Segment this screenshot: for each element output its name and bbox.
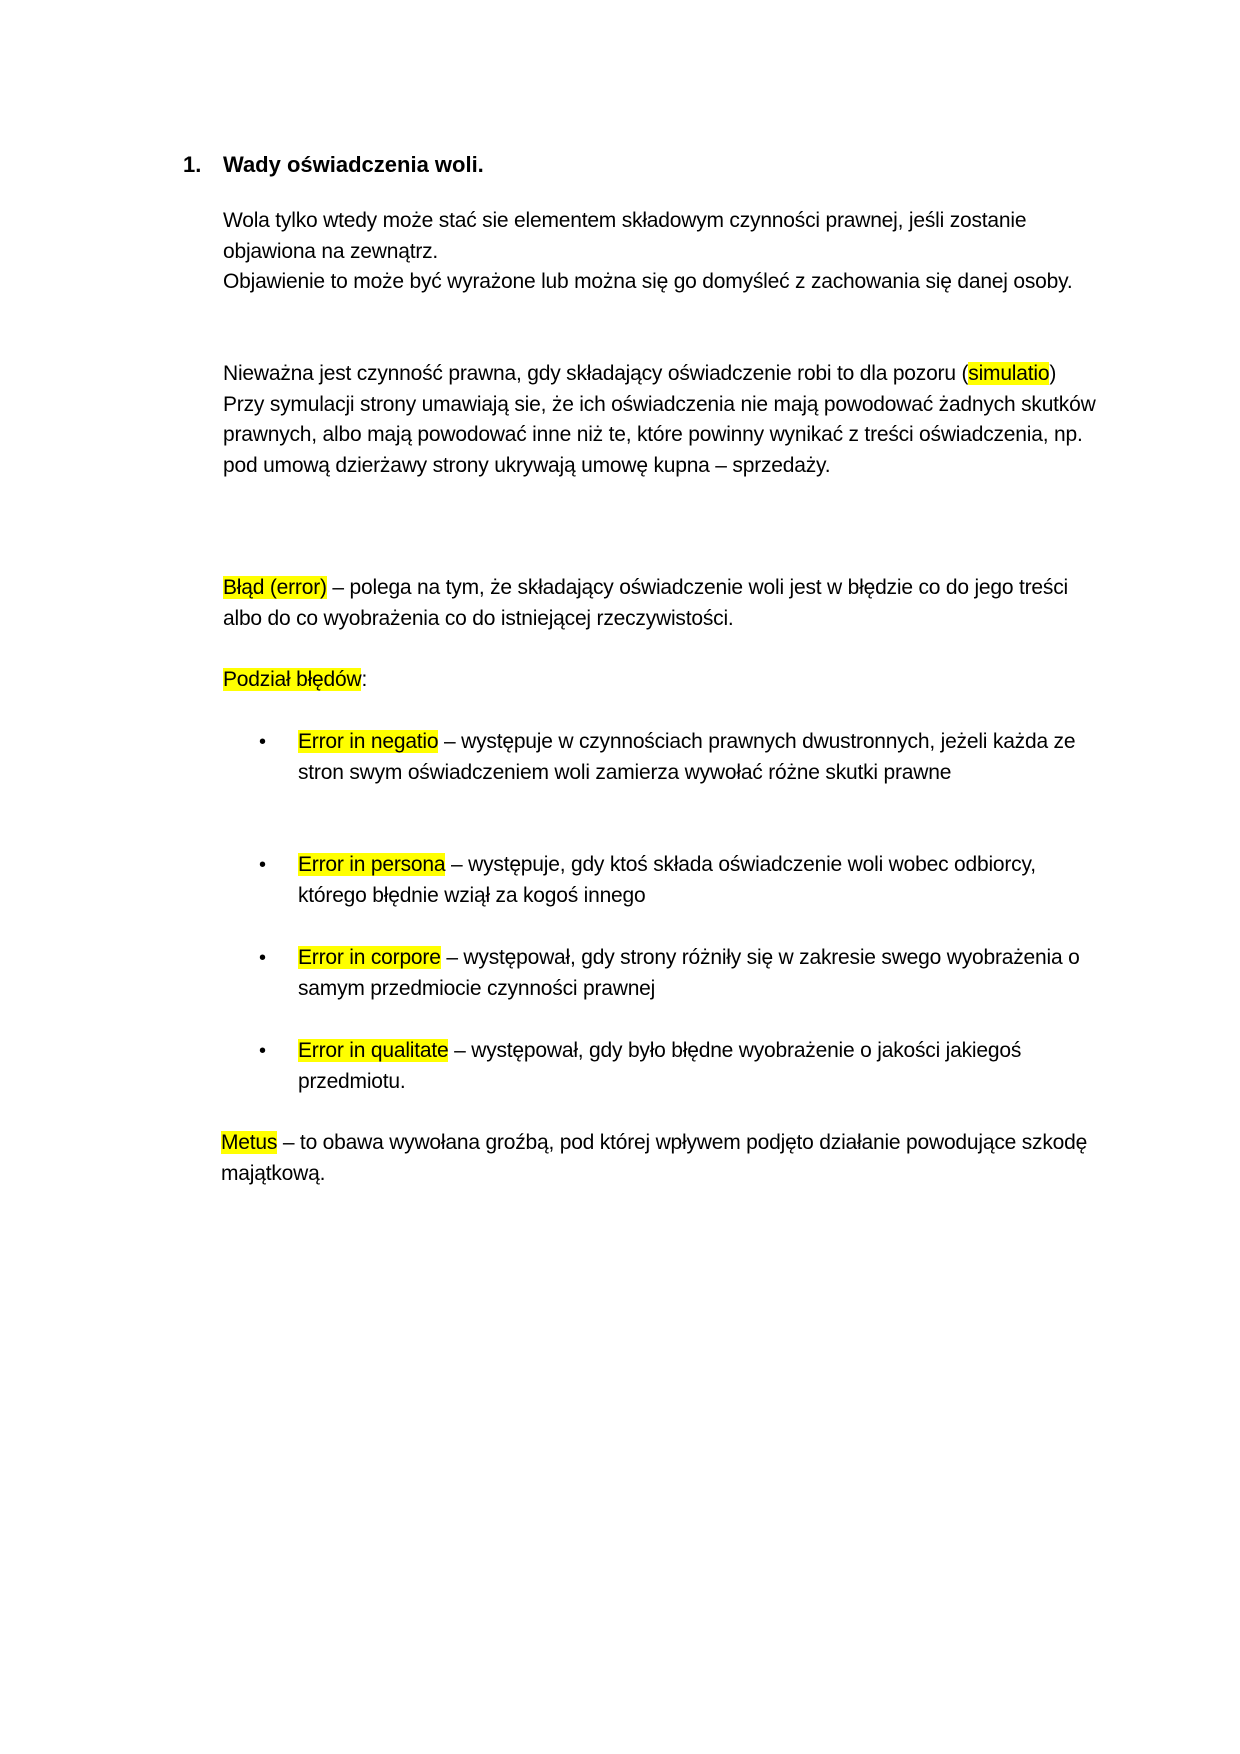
simulation-paragraph bbox=[223, 359, 1103, 481]
simulation-after: ) bbox=[1049, 362, 1057, 385]
metus-term: Metus bbox=[221, 1131, 278, 1154]
list-item bbox=[298, 1036, 1098, 1097]
bullet-definition: – występował, gdy było błędne wyobrażenie o jakości jakiegoś przedmiotu. bbox=[298, 1039, 1022, 1093]
bullet-term: Error in corpore bbox=[298, 946, 441, 969]
bullet-marker: • bbox=[259, 1040, 267, 1062]
division-text bbox=[223, 665, 1103, 696]
bullet-term: Error in negatio bbox=[298, 730, 439, 753]
simulation-before: Nieważna jest czynność prawna, gdy składający oświadczenie robi to dla pozoru ( bbox=[223, 362, 969, 385]
error-text bbox=[223, 573, 1103, 634]
section-heading bbox=[183, 150, 484, 180]
error-term: Błąd (error) bbox=[223, 576, 327, 599]
bullet-marker: • bbox=[259, 731, 267, 753]
bullet-marker: • bbox=[259, 854, 267, 876]
list-item bbox=[298, 850, 1098, 911]
bullet-definition: – występuje, gdy ktoś składa oświadczenie woli wobec odbiorcy, którego błędnie wziął za kogoś innego bbox=[298, 853, 1036, 907]
intro-text-2: Objawienie to może być wyrażone lub można się go domyśleć z zachowania się danej osoby. bbox=[223, 270, 1073, 293]
simulatio-term: simulatio bbox=[968, 362, 1050, 385]
simulation-text-1 bbox=[223, 359, 1103, 390]
list-item bbox=[298, 943, 1098, 1004]
error-paragraph bbox=[223, 573, 1103, 634]
bullet-term: Error in qualitate bbox=[298, 1039, 449, 1062]
bullet-marker: • bbox=[259, 947, 267, 969]
bullet-definition: – występuje w czynnościach prawnych dwustronnych, jeżeli każda ze stron swym oświadczeniem woli zamierza wywołać różne skutki prawne bbox=[298, 730, 1076, 784]
division-paragraph bbox=[223, 665, 1103, 696]
simulation-text-2: Przy symulacji strony umawiają sie, że ich oświadczenia nie mają powodować żadnych skutków prawnych, albo mają powodować inne niż te, które powinny wynikać z treści oświadczenia, np. pod umową dzierżawy strony ukrywają umowę kupna – sprzedaży. bbox=[223, 392, 1096, 477]
list-item bbox=[298, 727, 1098, 788]
division-suffix: : bbox=[361, 668, 368, 691]
metus-paragraph bbox=[221, 1128, 1101, 1189]
error-definition: – polega na tym, że składający oświadczenie woli jest w błędzie co do jego treści albo do co wyobrażenia co do istniejącej rzeczywistości. bbox=[223, 576, 1068, 630]
bullet-term: Error in persona bbox=[298, 853, 446, 876]
metus-definition: – to obawa wywołana groźbą, pod której wpływem podjęto działanie powodujące szkodę majątkową. bbox=[221, 1131, 1088, 1185]
bullet-definition: – występował, gdy strony różniły się w zakresie swego wyobrażenia o samym przedmiocie czynności prawnej bbox=[298, 946, 1080, 1000]
heading-title: Wady oświadczenia woli. bbox=[223, 152, 484, 177]
intro-paragraph bbox=[223, 206, 1103, 298]
heading-number: 1. bbox=[183, 152, 202, 177]
intro-text-1: Wola tylko wtedy może stać sie elementem składowym czynności prawnej, jeśli zostanie objawiona na zewnątrz. bbox=[223, 209, 1027, 263]
division-term: Podział błędów bbox=[223, 668, 362, 691]
